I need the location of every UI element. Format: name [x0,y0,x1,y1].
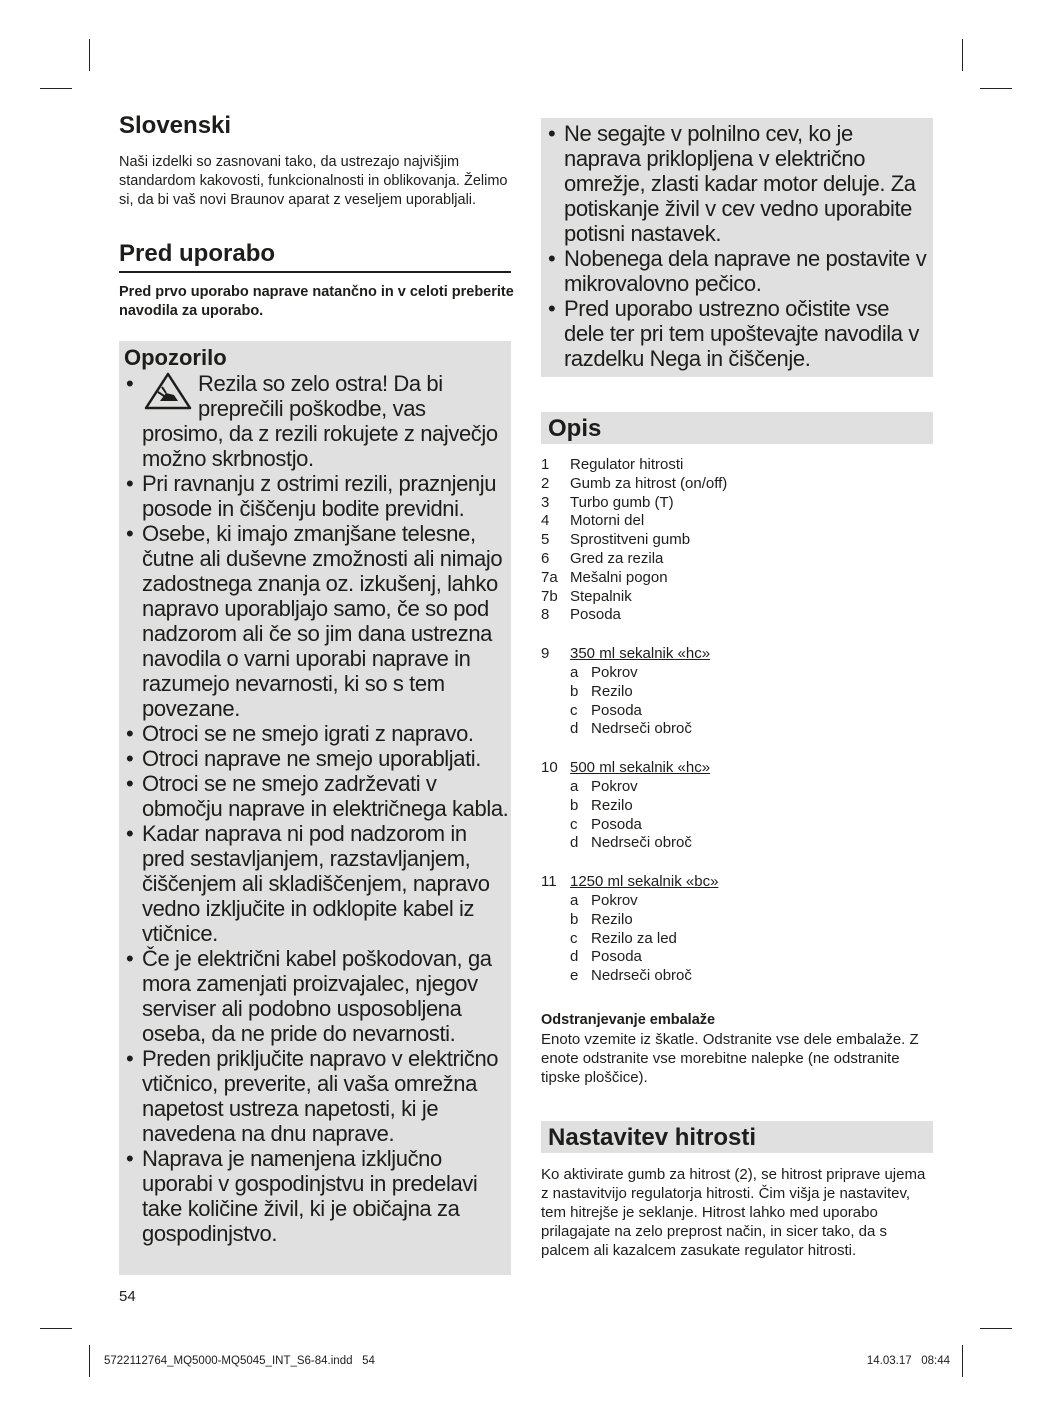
crop-mark [980,1328,1012,1329]
list-item: d Posoda [570,948,642,966]
speed-text: Ko aktivirate gumb za hitrost (2), se hitrost priprave ujema z nastavitvijo regulatorja hitrosti. Čim višja je nastavitev, tem hitrejše je seklanje. Hitrost lahko med uporabo prilagajate na zelo preprost način, in sicer tako, da s palcem ali kazalcem zasukate regulator hitrosti. [541,1166,926,1259]
warning-item: • Ne segajte v polnilno cev, ko je naprava priklopljena v električno omrežje, zlasti kadar motor deluje. Za potiskanje živil v cev vedno uporabite potisni nastavek. [546,121,932,246]
language-title: Slovenski [119,112,232,139]
description-list [541,456,936,986]
crop-mark [89,1345,90,1377]
warning-item: • Pred uporabo ustrezno očistite vse dele ter pri tem upoštevajte navodila v razdelku Nega in čiščenje. [546,296,932,371]
list-item: a Pokrov [570,663,638,681]
warning-item: • Otroci se ne smejo igrati z napravo. [124,721,510,746]
list-item: c Posoda [570,815,642,833]
warning-list-continued [546,121,932,371]
chopper-500-heading: 10 500 ml sekalnik «hc» [541,759,711,777]
list-item: d Nedrseči obroč [570,720,692,738]
list-item: 5 Sprostitveni gumb [541,531,691,549]
list-item: a Pokrov [570,777,638,795]
description-title: Opis [541,412,933,444]
chopper-1250-heading: 11 1250 ml sekalnik «bc» [541,873,719,891]
crop-mark [980,88,1012,89]
warning-item: • Otroci se ne smejo zadrževati v območju naprave in električnega kabla. [124,771,510,821]
crop-mark [89,39,90,71]
warning-box-continued [541,118,933,377]
unpacking-title: Odstranjevanje embalaže [541,1012,716,1028]
warning-item: • Preden priključite napravo v električno vtičnico, preverite, ali vaša omrežna napetost ustreza napetosti, ki je navedena na dnu naprave. [124,1046,510,1146]
before-use-title: Pred uporabo [119,240,276,267]
warning-item: • Če je električni kabel poškodovan, ga mora zamenjati proizvajalec, njegov serviser ali podobno usposobljena oseba, da ne pride do nevarnosti. [124,946,510,1046]
warning-box [119,341,511,1275]
warning-item: • Pri ravnanju z ostrimi rezili, praznjenju posode in čiščenju bodite previdni. [124,471,510,521]
list-item: 7a Mešalni pogon [541,568,668,586]
list-item: d Nedrseči obroč [570,834,692,852]
warning-item: • Kadar naprava ni pod nadzorom in pred sestavljanjem, razstavljanjem, čiščenjem ali skladiščenjem, napravo vedno izključite in odklopite kabel iz vtičnice. [124,821,510,946]
list-item: 3 Turbo gumb (T) [541,493,674,511]
page-number: 54 [119,1288,136,1305]
warning-item: • Otroci naprave ne smejo uporabljati. [124,746,510,771]
section-rule [119,271,511,273]
crop-mark [962,39,963,71]
warning-item: • Osebe, ki imajo zmanjšane telesne, čutne ali duševne zmožnosti ali nimajo zadostnega znanja oz. izkušenj, lahko napravo uporabljajo samo, če so pod nadzorom ali če so jim dana ustrezna navodila o varni uporabi naprave in razumejo nevarnosti, ki so s tem povezane. [124,521,510,721]
warning-list [124,371,510,1246]
list-item: c Posoda [570,701,642,719]
footer-date: 14.03.17 08:44 [866,1355,950,1367]
warning-item: • Naprava je namenjena izključno uporabi v gospodinjstvu in predelavi take količine živil, ki je običajna za gospodinjstvo. [124,1146,510,1246]
list-item: a Pokrov [570,891,638,909]
footer-file: 5722112764_MQ5000-MQ5045_INT_S6-84.indd 54 [104,1355,375,1367]
list-item: e Nedrseči obroč [570,967,692,985]
warning-item: • Nobenega dela naprave ne postavite v mikrovalovno pečico. [546,246,932,296]
unpacking-text: Enoto vzemite iz škatle. Odstranite vse dele embalaže. Z enote odstranite vse morebitne nalepke (ne odstranite tipske ploščice). [541,1031,919,1086]
speed-title: Nastavitev hitrosti [541,1121,933,1153]
sharp-blade-warning-icon [142,371,194,411]
list-item: 7b Stepalnik [541,587,632,605]
list-item: c Rezilo za led [570,929,677,947]
list-item: 1 Regulator hitrosti [541,456,684,473]
list-item: 2 Gumb za hitrost (on/off) [541,474,728,492]
chopper-350-heading: 9 350 ml sekalnik «hc» [541,645,711,663]
list-item: b Rezilo [570,682,633,700]
crop-mark [40,88,72,89]
list-item: 4 Motorni del [541,512,645,530]
intro-text: Naši izdelki so zasnovani tako, da ustrezajo najvišjim standardom kakovosti, funkcionalnosti in oblikovanja. Želimo si, da bi vaš novi Braunov aparat z veseljem uporabljali. [119,154,508,208]
crop-mark [40,1328,72,1329]
list-item: b Rezilo [570,796,633,814]
crop-mark [962,1345,963,1377]
list-item: 6 Gred za rezila [541,549,664,567]
list-item: b Rezilo [570,910,633,928]
before-use-note: Pred prvo uporabo naprave natančno in v celoti preberite navodila za uporabo. [119,284,514,319]
warning-item-text: Rezila so zelo ostra! Da bi preprečili poškodbe, vas prosimo, da z rezili rokujete z največjo možno skrbnostjo. [142,371,498,471]
warning-title: Opozorilo [124,345,227,370]
warning-item [124,371,510,471]
list-item: 8 Posoda [541,606,621,624]
